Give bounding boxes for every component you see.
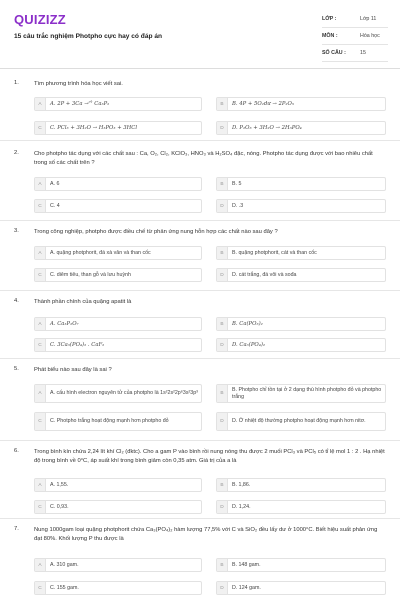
option-letter: A xyxy=(35,178,46,190)
option-text: A. 310 gam. xyxy=(50,561,79,568)
option-letter: C xyxy=(35,413,46,430)
question-text: Nung 1000gam loại quặng photphorit chứa Ca₃(PO₄)₂ hàm lượng 77,5% với C và SiO₂ đều lấy dư ở 1000°C. Biết hiệu suất phản ứng đạt 80%. Khối lượng P thu được là xyxy=(34,527,378,542)
option-text: A. Ca₃P₂O₇ xyxy=(50,320,79,327)
option-letter: A xyxy=(35,385,46,402)
meta-class-value: Lớp 11 xyxy=(360,16,377,22)
option-letter: C xyxy=(35,582,46,594)
question-text: Trong công nghiệp, photpho được điều chế từ phản ứng nung hỗn hợp các chất nào sau đây ? xyxy=(34,229,278,235)
option-letter: B xyxy=(217,178,228,190)
option-text: A. cấu hình electron nguyên tử của photpho là 1s²2s²2p⁶3s²3p³ xyxy=(50,390,198,397)
option-text: C. 3Ca₃(PO₄)₂ . CaF₂ xyxy=(50,341,105,348)
option-letter: A xyxy=(35,98,46,110)
divider xyxy=(0,220,400,221)
option-letter: B xyxy=(217,318,228,330)
meta-subject-label: MÔN : xyxy=(322,33,338,39)
option-text: D. 1,24. xyxy=(232,503,251,510)
question-number: 7. xyxy=(14,526,19,532)
option-text: D. Ca₃(PO₄)₂ xyxy=(232,341,266,348)
option-d[interactable] xyxy=(216,199,386,213)
option-text: D. .3 xyxy=(232,202,244,209)
option-letter: C xyxy=(35,122,46,134)
divider xyxy=(0,140,400,141)
divider xyxy=(0,440,400,441)
option-a[interactable] xyxy=(34,246,202,260)
option-c[interactable] xyxy=(34,412,202,431)
worksheet-meta xyxy=(322,11,388,62)
option-text: C. 155 gam. xyxy=(50,584,79,591)
option-b[interactable] xyxy=(216,177,386,191)
option-letter: B xyxy=(217,98,228,110)
divider xyxy=(0,358,400,359)
option-text: B. Ca(PO₃)₂ xyxy=(232,320,263,327)
question-number: 3. xyxy=(14,228,19,234)
meta-subject-row xyxy=(322,28,388,45)
meta-class-label: LỚP : xyxy=(322,16,337,22)
option-text: A. 6 xyxy=(50,180,60,187)
option-letter: C xyxy=(35,501,46,513)
option-letter: D xyxy=(217,413,228,430)
option-d[interactable] xyxy=(216,121,386,135)
option-d[interactable] xyxy=(216,412,386,431)
question-number: 1. xyxy=(14,80,19,86)
option-d[interactable] xyxy=(216,268,386,282)
option-text: C. diêm tiêu, than gỗ và lưu huỳnh xyxy=(50,271,131,278)
option-letter: B xyxy=(217,385,228,402)
option-letter: A xyxy=(35,479,46,491)
question-text: Phát biểu nào sau đây là sai ? xyxy=(34,367,112,373)
option-c[interactable] xyxy=(34,268,202,282)
option-text: D. P₂O₃ + 3H₂O → 2H₃PO₄ xyxy=(232,124,302,131)
option-text: A. quặng photphorit, đá xà vân và than cốc xyxy=(50,249,151,256)
option-letter: A xyxy=(35,318,46,330)
option-b[interactable] xyxy=(216,558,386,572)
option-letter: A xyxy=(35,247,46,259)
worksheet-header xyxy=(0,0,400,69)
option-c[interactable] xyxy=(34,338,202,352)
question-number: 5. xyxy=(14,366,19,372)
option-letter: A xyxy=(35,559,46,571)
option-letter: D xyxy=(217,582,228,594)
question-text: Cho photpho tác dụng với các chất sau : Ca, O₂, Cl₂, KClO₃, HNO₃ và H₂SO₄ đặc, nóng. Photpho tác dụng được với bao nhiêu chất trong số các chất trên ? xyxy=(34,151,373,166)
option-d[interactable] xyxy=(216,581,386,595)
option-b[interactable] xyxy=(216,246,386,260)
option-a[interactable] xyxy=(34,384,202,403)
option-text: C. PCl₃ + 3H₂O → H₃PO₃ + 3HCl xyxy=(50,124,138,131)
option-letter: B xyxy=(217,559,228,571)
option-letter: D xyxy=(217,269,228,281)
option-b[interactable] xyxy=(216,478,386,492)
question-text: Tìm phương trình hóa học viết sai. xyxy=(34,81,123,87)
divider xyxy=(0,290,400,291)
option-a[interactable] xyxy=(34,558,202,572)
option-letter: C xyxy=(35,200,46,212)
option-text: A. 1,55. xyxy=(50,481,69,488)
option-text: D. Ở nhiệt độ thường photpho hoạt động mạnh hơn nitơ. xyxy=(232,418,366,425)
option-letter: D xyxy=(217,200,228,212)
option-text: B. Photpho chỉ tồn tại ở 2 dạng thù hình photpho đỏ và photpho trắng xyxy=(232,387,382,400)
option-a[interactable] xyxy=(34,478,202,492)
divider xyxy=(0,518,400,519)
option-c[interactable] xyxy=(34,199,202,213)
question-text: Thành phần chính của quặng apatit là xyxy=(34,299,132,305)
meta-count-value: 15 xyxy=(360,50,366,56)
option-letter: C xyxy=(35,269,46,281)
option-c[interactable] xyxy=(34,581,202,595)
option-text: C. 0,93. xyxy=(50,503,69,510)
meta-count-row xyxy=(322,45,388,62)
option-text: B. quặng photphorit, cát và than cốc xyxy=(232,249,317,256)
option-b[interactable] xyxy=(216,317,386,331)
option-c[interactable] xyxy=(34,500,202,514)
option-text: B. 148 gam. xyxy=(232,561,261,568)
option-letter: D xyxy=(217,339,228,351)
option-d[interactable] xyxy=(216,338,386,352)
option-b[interactable] xyxy=(216,97,386,111)
option-a[interactable] xyxy=(34,97,202,111)
option-text: C. Photpho trắng hoạt động mạnh hơn photpho đỏ xyxy=(50,418,169,425)
question-number: 4. xyxy=(14,298,19,304)
option-c[interactable] xyxy=(34,121,202,135)
option-a[interactable] xyxy=(34,177,202,191)
quizizz-logo[interactable]: QUIZIZZ xyxy=(14,12,66,27)
meta-class-row xyxy=(322,11,388,28)
option-letter: B xyxy=(217,247,228,259)
option-text: C. 4 xyxy=(50,202,60,209)
option-letter: D xyxy=(217,122,228,134)
option-text: B. 5 xyxy=(232,180,242,187)
meta-count-label: SỐ CÂU : xyxy=(322,50,346,56)
option-letter: C xyxy=(35,339,46,351)
meta-subject-value: Hóa học xyxy=(360,33,380,39)
option-text: B. 1,86. xyxy=(232,481,251,488)
option-d[interactable] xyxy=(216,500,386,514)
question-number: 2. xyxy=(14,150,19,156)
option-a[interactable] xyxy=(34,317,202,331)
option-b[interactable] xyxy=(216,384,386,403)
option-text: D. cát trắng, đá vôi và sođa xyxy=(232,271,297,278)
option-letter: D xyxy=(217,501,228,513)
option-letter: B xyxy=(217,479,228,491)
worksheet-title: 15 câu trắc nghiệm Photpho cực hay có đáp án xyxy=(14,33,163,40)
option-text: A. 2P + 3Ca →ᵗ° Ca₃P₂ xyxy=(50,100,110,107)
option-text: B. 4P + 5O₂dư → 2P₂O₅ xyxy=(232,100,294,107)
question-number: 6. xyxy=(14,448,19,454)
option-text: D. 124 gam. xyxy=(232,584,261,591)
question-text: Trong bình kín chứa 2,24 lít khí Cl₂ (đktc). Cho a gam P vào bình rồi nung nóng thu được 2 muối PCl₃ và PCl₅ có tỉ lệ mol 1 : 2 . Hạ nhiệt độ trong bình về 0°C, áp suất khí trong bình giảm còn 0,35 atm. Giá trị của a là xyxy=(34,449,385,464)
